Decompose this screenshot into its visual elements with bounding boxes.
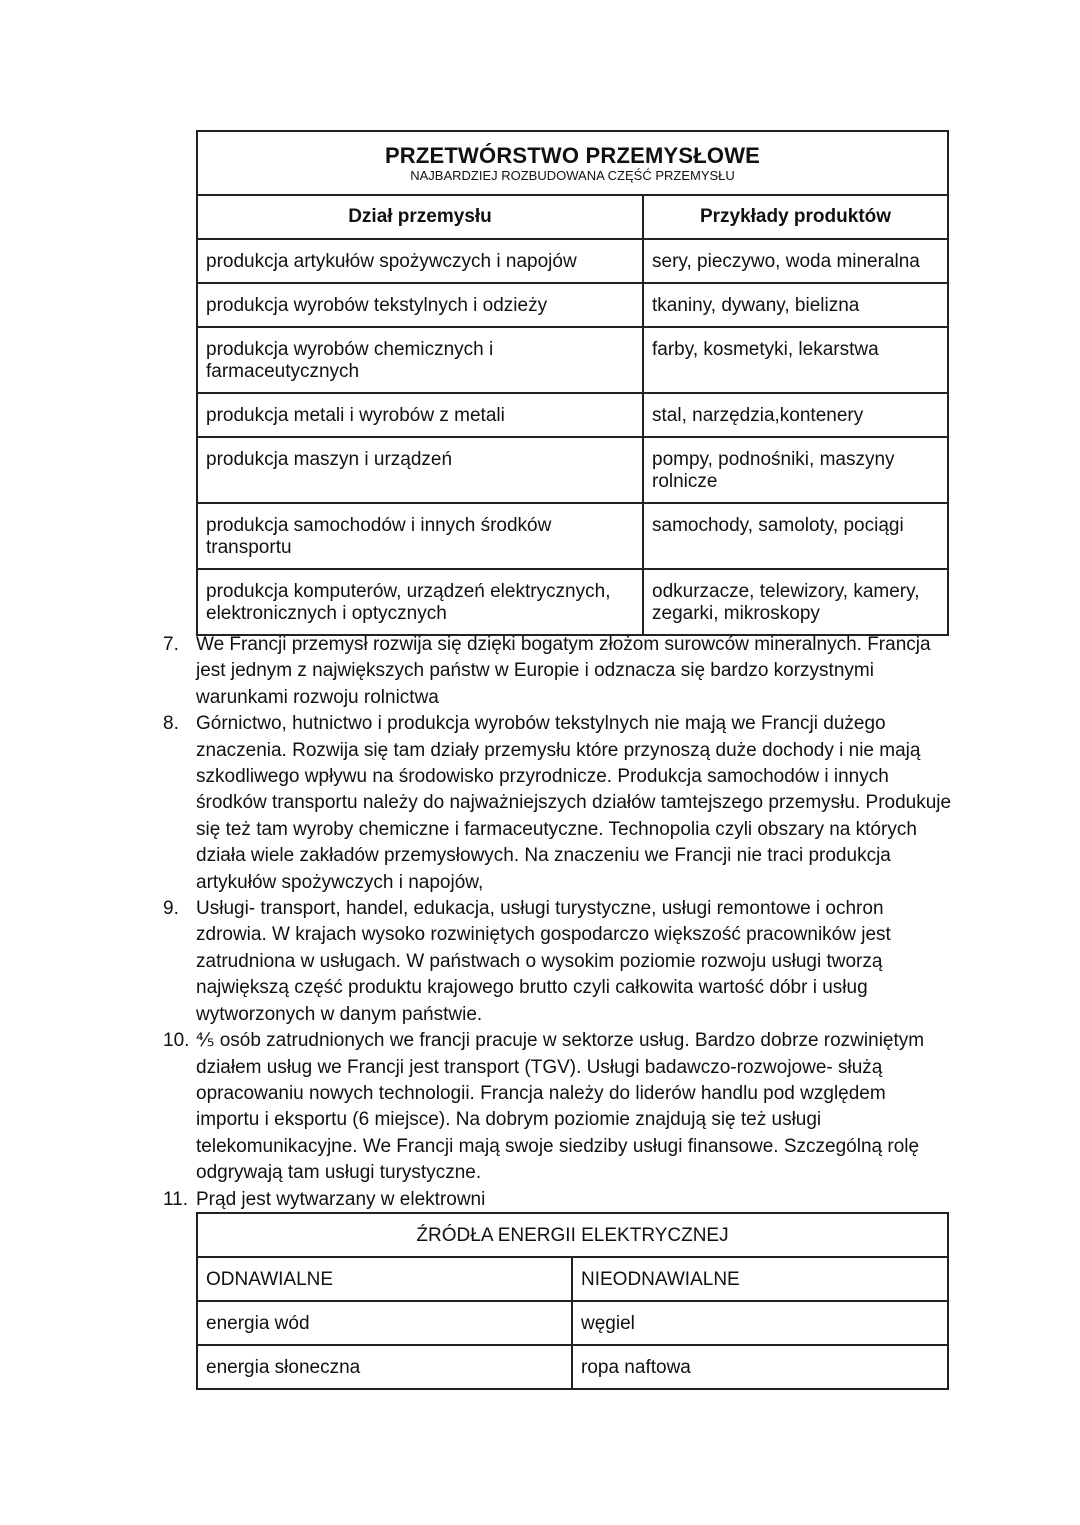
energy-table-title-row [197, 1213, 948, 1257]
column-header-nonrenewable: NIEODNAWIALNE [572, 1257, 948, 1301]
note-item-10 [163, 1028, 953, 1186]
table-row [197, 393, 948, 437]
products-cell: tkaniny, dywany, bielizna [643, 283, 948, 327]
table-row [197, 283, 948, 327]
products-cell: pompy, podnośniki, maszyny rolnicze [643, 437, 948, 503]
notes-list [163, 632, 953, 1213]
table-row [197, 569, 948, 635]
note-number: 8. [163, 713, 179, 735]
table-row [197, 327, 948, 393]
note-number: 10. [163, 1030, 190, 1052]
note-item-9 [163, 896, 953, 1028]
note-text: We Francji przemysł rozwija się dzięki bogatym złożom surowców mineralnych. Francja jest jednym z największych państw w Europie i odznacza się bardzo korzystnymi warunkami rozwoju rolnictwa [196, 634, 931, 708]
products-cell: samochody, samoloty, pociągi [643, 503, 948, 569]
table-row [197, 437, 948, 503]
note-item-11 [163, 1187, 953, 1213]
table-row [197, 1301, 948, 1345]
note-item-8 [163, 711, 953, 896]
products-cell: stal, narzędzia,kontenery [643, 393, 948, 437]
energy-table-title: ŹRÓDŁA ENERGII ELEKTRYCZNEJ [197, 1213, 948, 1257]
branch-cell: produkcja wyrobów tekstylnych i odzieży [197, 283, 643, 327]
industry-table-subtitle: NAJBARDZIEJ ROZBUDOWANA CZĘŚĆ PRZEMYSŁU [410, 168, 735, 183]
branch-cell: produkcja samochodów i innych środków transportu [197, 503, 643, 569]
table-row [197, 1345, 948, 1389]
branch-cell: produkcja maszyn i urządzeń [197, 437, 643, 503]
industry-table-title-cell [197, 131, 948, 195]
products-cell: sery, pieczywo, woda mineralna [643, 239, 948, 283]
note-item-7 [163, 632, 953, 711]
note-number: 9. [163, 898, 179, 920]
branch-cell: produkcja artykułów spożywczych i napojów [197, 239, 643, 283]
industry-table-title: PRZETWÓRSTWO PRZEMYSŁOWE [384, 143, 761, 168]
note-number: 7. [163, 634, 179, 655]
industry-table-title-row [197, 131, 948, 195]
table-row [197, 239, 948, 283]
column-header-renewable: ODNAWIALNE [197, 1257, 572, 1301]
note-number: 11. [163, 1188, 189, 1210]
table-row [197, 503, 948, 569]
branch-cell: produkcja metali i wyrobów z metali [197, 393, 643, 437]
nonrenewable-cell: ropa naftowa [572, 1345, 948, 1389]
column-header-branch: Dział przemysłu [197, 195, 643, 239]
industry-table [196, 130, 949, 636]
note-text: Górnictwo, hutnictwo i produkcja wyrobów tekstylnych nie mają we Francji dużego znaczenia. Rozwija się tam działy przemysłu które przynoszą duże dochody i nie mają szkodliwego wpływu na środowisko przyrodnicze. Produkcja samochodów i innych środków transportu należy do najważniejszych działów tamtejszego przemysłu. Produkuje się też tam wyroby chemiczne i farmaceutyczne. Technopolia czyli obszary na których działa wiele zakładów przemysłowych. Na znaczeniu we Francji nie traci produkcja artykułów spożywczych i napojów, [196, 713, 952, 893]
branch-cell: produkcja wyrobów chemicznych i farmaceutycznych [197, 327, 643, 393]
products-cell: odkurzacze, telewizory, kamery, zegarki, mikroskopy [643, 569, 948, 635]
note-text: Usługi- transport, handel, edukacja, usługi turystyczne, usługi remontowe i ochron zdrowia. W krajach wysoko rozwiniętych gospodarczo większość pracowników jest zatrudniona w usługach. W państwach o wysokim poziomie rozwoju usługi tworzą największą część produktu krajowego brutto czyli całkowita wartość dóbr i usług wytworzonych w danym państwie. [196, 898, 891, 1025]
branch-cell: produkcja komputerów, urządzeń elektrycznych, elektronicznych i optycznych [197, 569, 643, 635]
note-text: ⅘ osób zatrudnionych we francji pracuje w sektorze usług. Bardzo dobrze rozwiniętym działem usług we Francji jest transport (TGV). Usługi badawczo-rozwojowe- służą opracowaniu nowych technologii. Francja należy do liderów handlu pod względem importu i eksportu (6 miejsce). Na dobrym poziomie znajdują się też usługi telekomunikacyjne. We Francji mają swoje siedziby usługi finansowe. Szczególną rolę odgrywają tam usługi turystyczne. [196, 1030, 925, 1184]
note-text: Prąd jest wytwarzany w elektrowni [196, 1188, 486, 1210]
renewable-cell: energia wód [197, 1301, 572, 1345]
industry-table-header-row [197, 195, 948, 239]
renewable-cell: energia słoneczna [197, 1345, 572, 1389]
column-header-products: Przykłady produktów [643, 195, 948, 239]
products-cell: farby, kosmetyki, lekarstwa [643, 327, 948, 393]
energy-table-header-row [197, 1257, 948, 1301]
energy-sources-table [196, 1212, 949, 1390]
nonrenewable-cell: węgiel [572, 1301, 948, 1345]
